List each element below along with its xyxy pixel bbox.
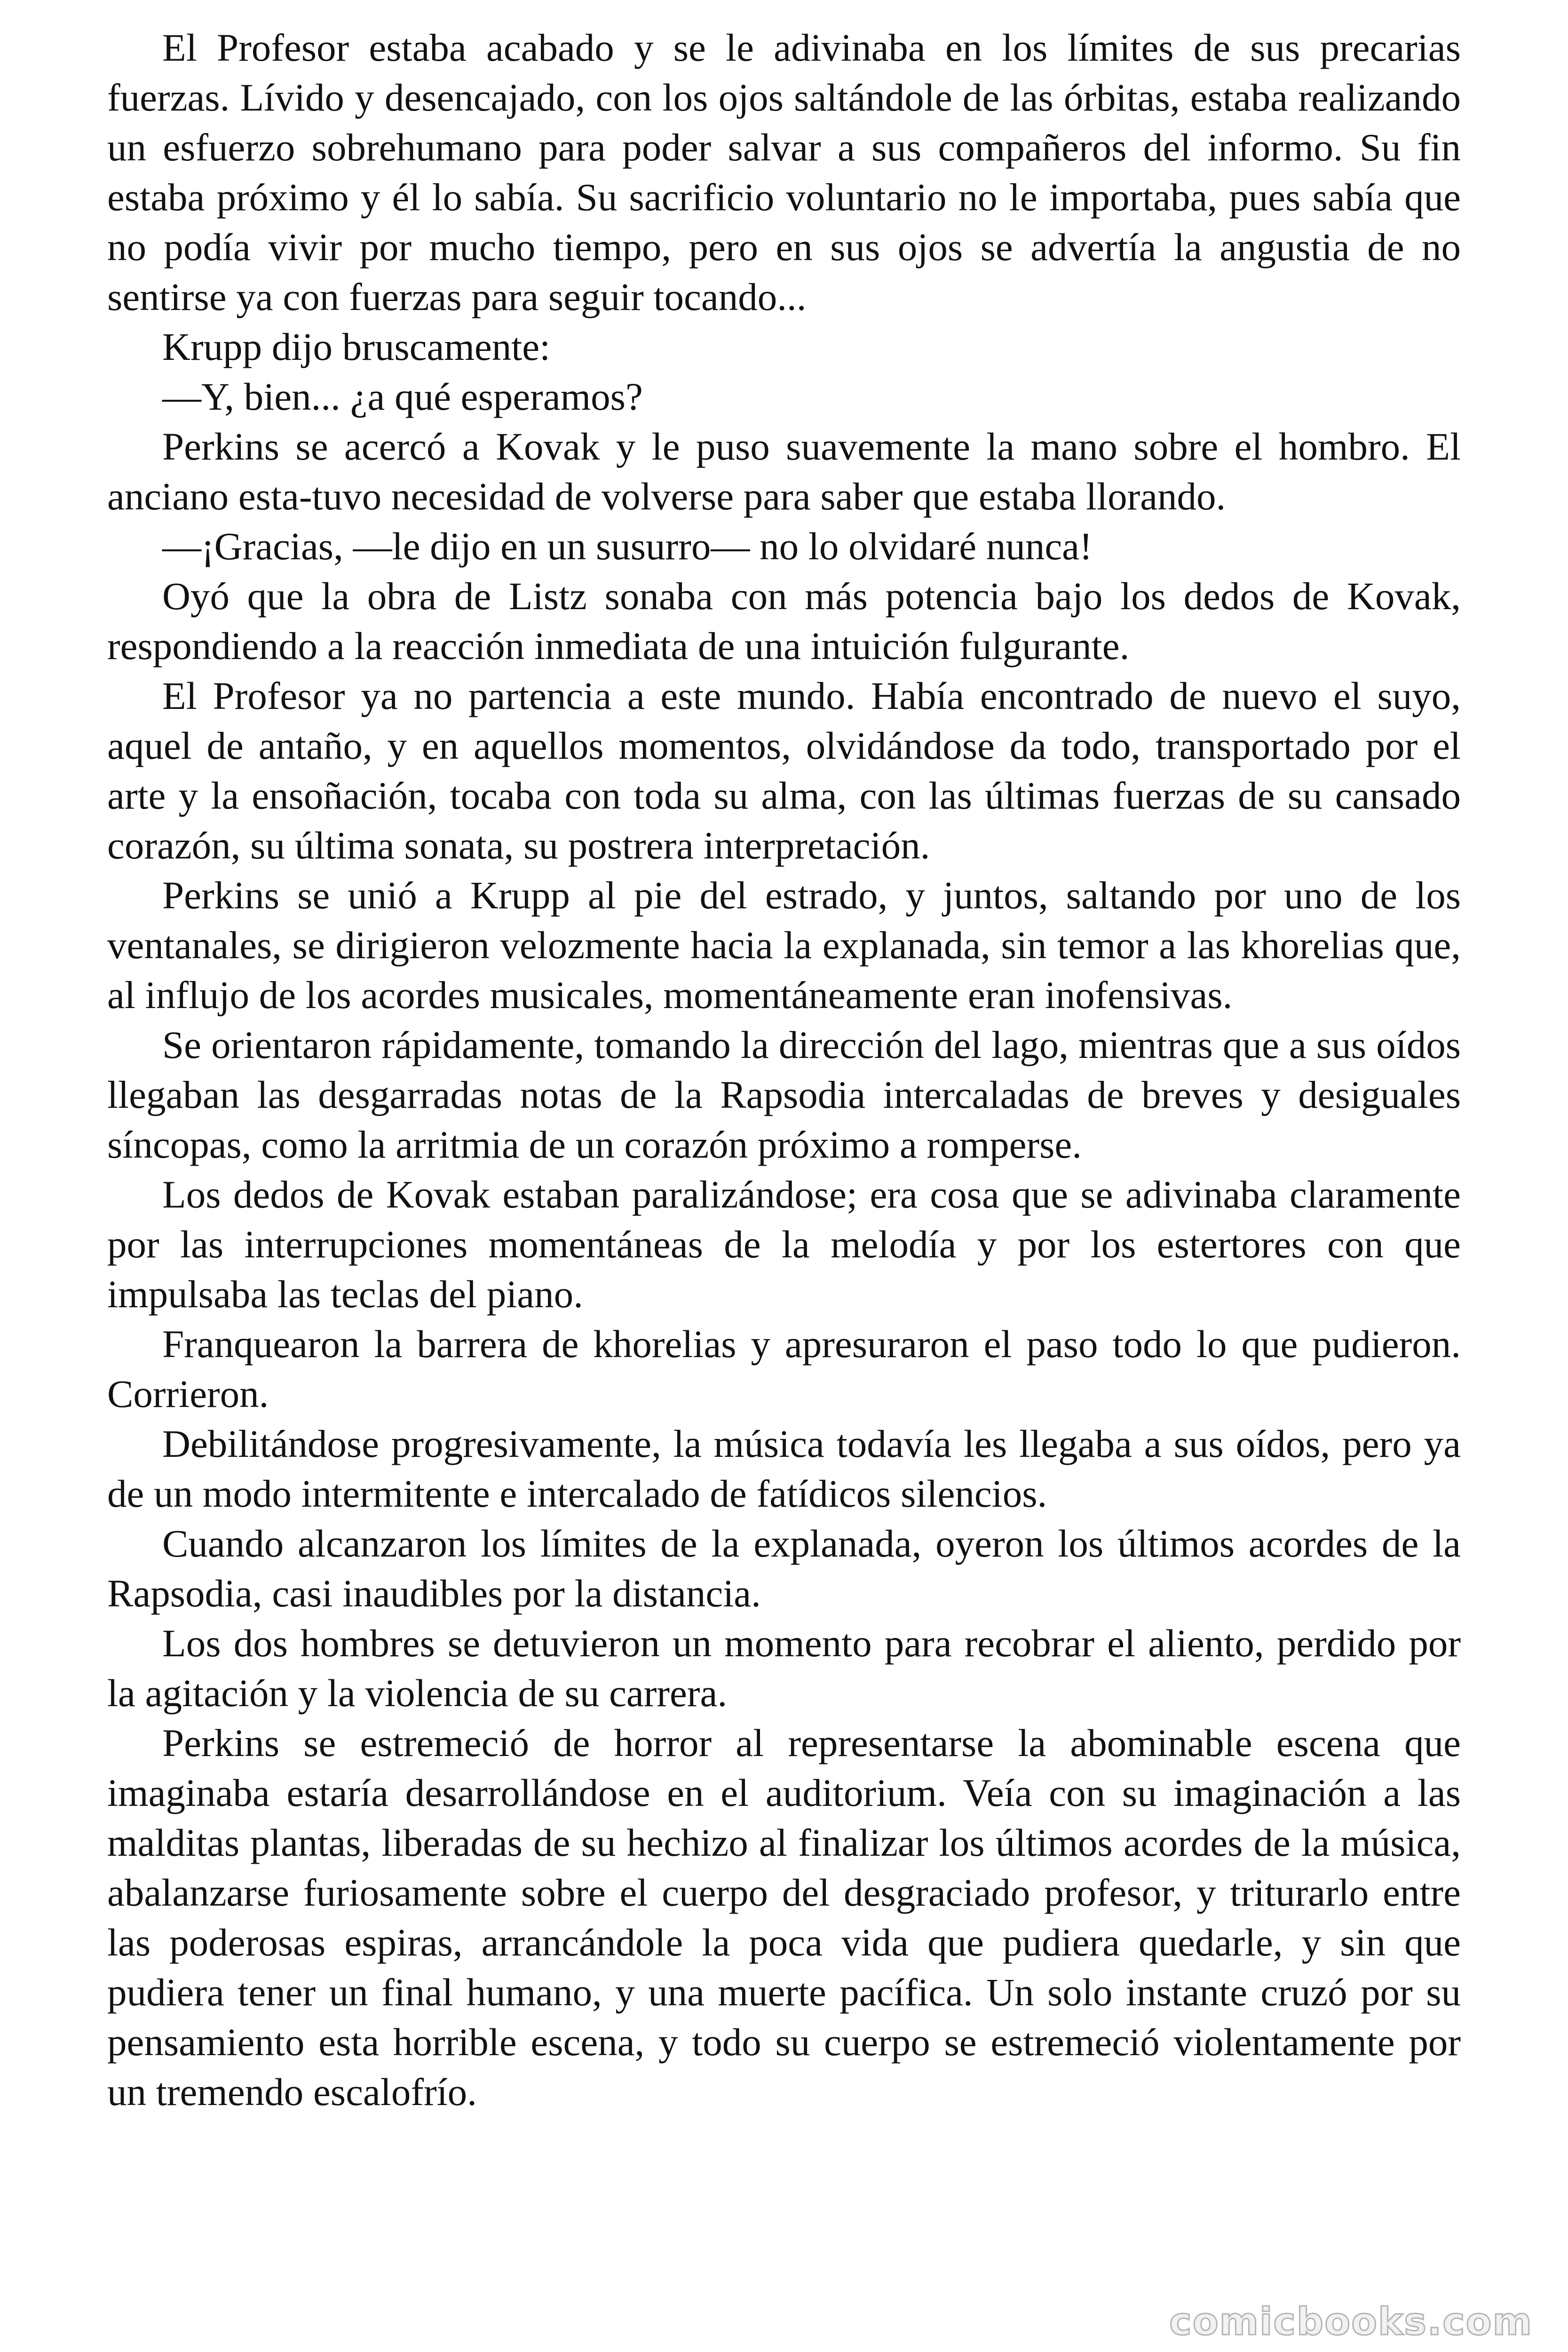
- book-page-text: [107, 23, 1461, 2117]
- paragraph-7: El Profesor ya no partencia a este mundo. Había encontrado de nuevo el suyo, aquel de antaño, y en aquellos momentos, olvidándose da todo, transportado por el arte y la ensoñación, tocaba con toda su alma, con las últimas fuerzas de su cansado corazón, su última sonata, su postrera interpretación.: [107, 674, 1461, 867]
- paragraph-12: Debilitándose progresivamente, la música todavía les llegaba a sus oídos, pero ya de un modo intermitente e intercalado de fatídicos silencios.: [107, 1422, 1461, 1515]
- paragraph-15: Perkins se estremeció de horror al representarse la abominable escena que imaginaba estaría desarrollándose en el auditorium. Veía con su imaginación a las malditas plantas, liberadas de su hechizo al finalizar los últimos acordes de la música, abalanzarse furiosamente sobre el cuerpo del desgraciado profesor, y triturarlo entre las poderosas espiras, arrancándole la poca vida que pudiera quedarle, y sin que pudiera tener un final humano, y una muerte pacífica. Un solo instante cruzó por su pensamiento esta horrible escena, y todo su cuerpo se estremeció violentamente por un tremendo escalofrío.: [107, 1721, 1461, 2114]
- paragraph-4: Perkins se acercó a Kovak y le puso suavemente la mano sobre el hombro. El anciano esta-tuvo necesidad de volverse para saber que estaba llorando.: [107, 425, 1461, 518]
- watermark: comicbooks.com: [1169, 2300, 1533, 2344]
- paragraph-14: Los dos hombres se detuvieron un momento para recobrar el aliento, perdido por la agitación y la violencia de su carrera.: [107, 1621, 1461, 1715]
- paragraph-1: El Profesor estaba acabado y se le adivinaba en los límites de sus precarias fuerzas. Lívido y desencajado, con los ojos saltándole de las órbitas, estaba realizando un esfuerzo sobrehumano para poder salvar a sus compañeros del informo. Su fin estaba próximo y él lo sabía. Su sacrificio voluntario no le importaba, pues sabía que no podía vivir por mucho tiempo, pero en sus ojos se advertía la angustia de no sentirse ya con fuerzas para seguir tocando...: [107, 26, 1461, 318]
- paragraph-11: Franquearon la barrera de khorelias y apresuraron el paso todo lo que pudieron. Corrieron.: [107, 1322, 1461, 1415]
- paragraph-13: Cuando alcanzaron los límites de la explanada, oyeron los últimos acordes de la Rapsodia, casi inaudibles por la distancia.: [107, 1522, 1461, 1615]
- paragraph-3: —Y, bien... ¿a qué esperamos?: [162, 375, 643, 418]
- paragraph-10: Los dedos de Kovak estaban paralizándose; era cosa que se adivinaba claramente por las interrupciones momentáneas de la melodía y por los estertores con que impulsaba las teclas del piano.: [107, 1173, 1461, 1316]
- paragraph-8: Perkins se unió a Krupp al pie del estrado, y juntos, saltando por uno de los ventanales, se dirigieron velozmente hacia la explanada, sin temor a las khorelias que, al influjo de los acordes musicales, momentáneamente eran inofensivas.: [107, 874, 1461, 1017]
- paragraph-6: Oyó que la obra de Listz sonaba con más potencia bajo los dedos de Kovak, respondiendo a la reacción inmediata de una intuición fulgurante.: [107, 574, 1461, 667]
- paragraph-9: Se orientaron rápidamente, tomando la dirección del lago, mientras que a sus oídos llegaban las desgarradas notas de la Rapsodia intercaladas de breves y desiguales síncopas, como la arritmia de un corazón próximo a romperse.: [107, 1023, 1461, 1166]
- paragraph-2: Krupp dijo bruscamente:: [162, 325, 551, 368]
- paragraph-5: —¡Gracias, —le dijo en un susurro— no lo olvidaré nunca!: [162, 524, 1093, 568]
